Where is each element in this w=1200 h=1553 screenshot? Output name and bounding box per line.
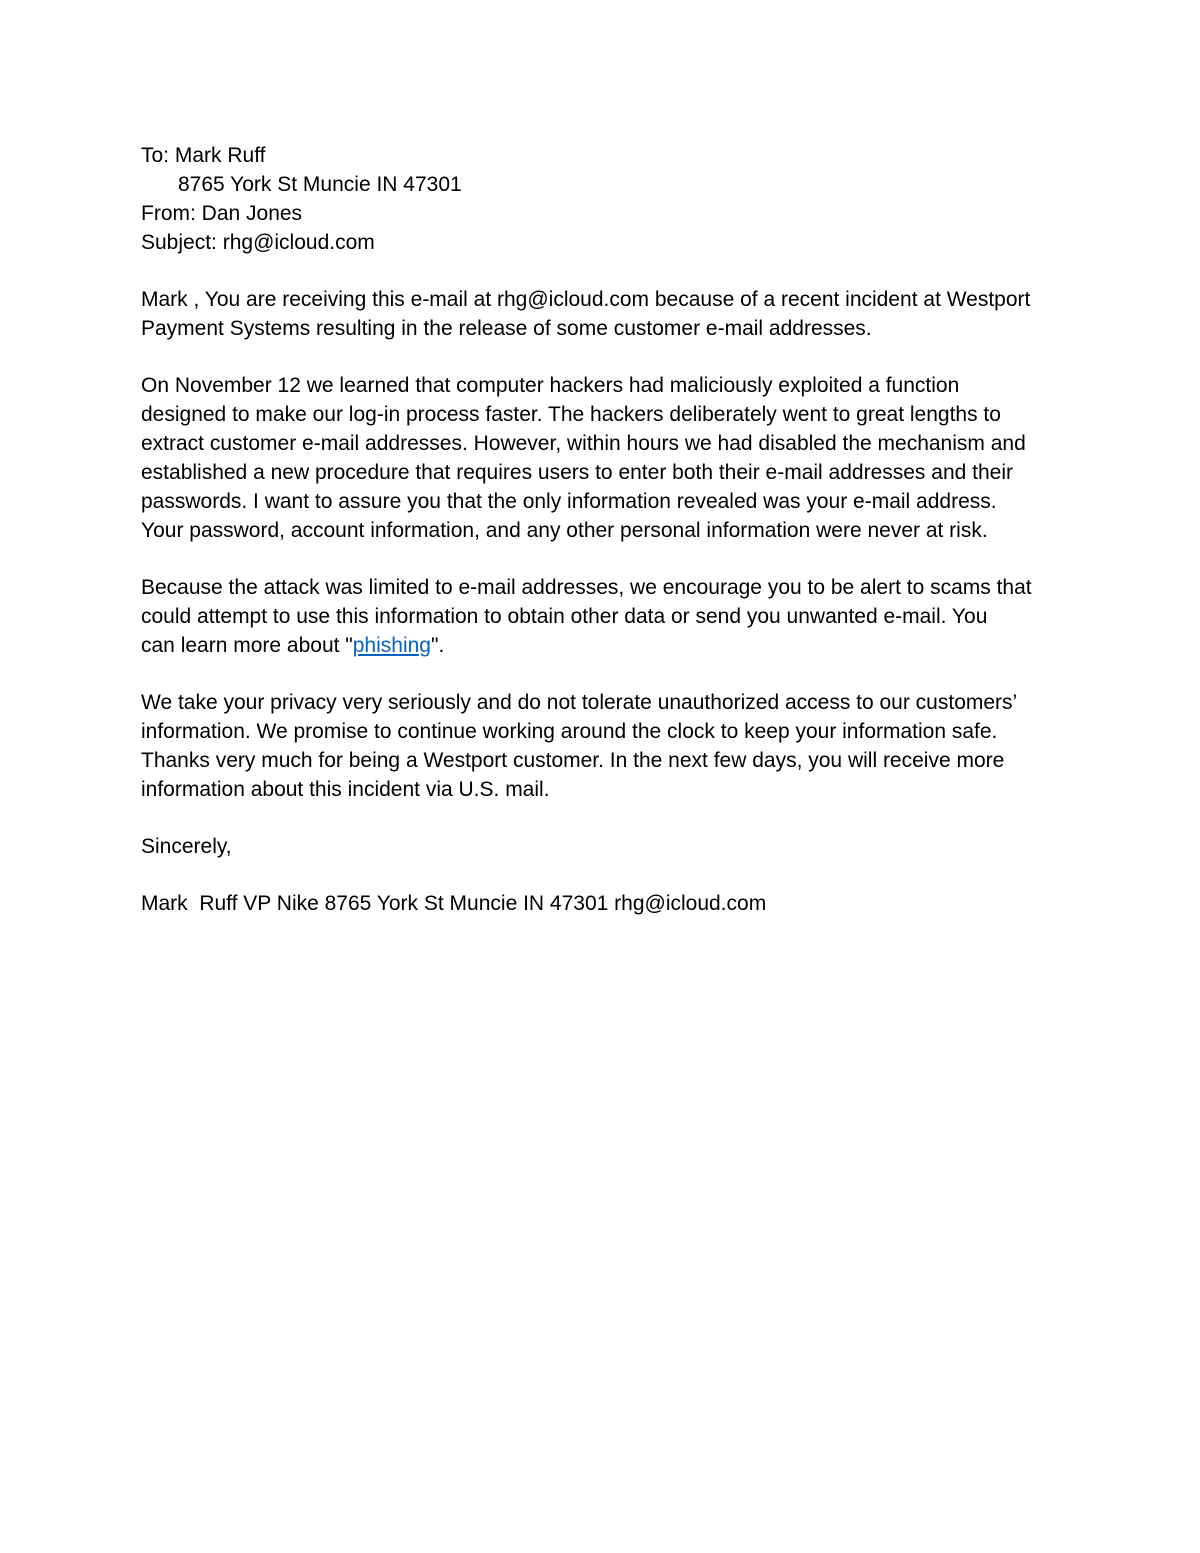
- paragraph-line: Because the attack was limited to e-mail addresses, we encourage you to be alert to scams that: [141, 576, 1032, 599]
- closing-block: [141, 832, 1071, 861]
- paragraph-line: information. We promise to continue working around the clock to keep your information safe.: [141, 720, 998, 743]
- subject-line: Subject: rhg@icloud.com: [141, 231, 375, 254]
- to-line: To: Mark Ruff: [141, 144, 266, 167]
- paragraph-alert: [141, 573, 1071, 660]
- phishing-link[interactable]: phishing: [352, 634, 431, 657]
- paragraph-incident: [141, 371, 1071, 545]
- paragraph-line: information about this incident via U.S. mail.: [141, 778, 550, 801]
- link-prefix: can learn more about ": [141, 634, 353, 657]
- paragraph-line: Mark , You are receiving this e-mail at rhg@icloud.com because of a recent incident at Westport: [141, 288, 1031, 311]
- closing-text: Sincerely,: [141, 835, 232, 858]
- paragraph-line: passwords. I want to assure you that the only information revealed was your e-mail address.: [141, 490, 997, 513]
- link-suffix: ".: [430, 634, 445, 657]
- paragraph-line-with-link: [141, 631, 1071, 660]
- paragraph-line: We take your privacy very seriously and do not tolerate unauthorized access to our customers’: [141, 691, 1018, 714]
- paragraph-line: On November 12 we learned that computer hackers had maliciously exploited a function: [141, 374, 960, 397]
- letter-header: [141, 141, 1071, 257]
- paragraph-line: could attempt to use this information to obtain other data or send you unwanted e-mail. You: [141, 605, 988, 628]
- from-line: From: Dan Jones: [141, 202, 303, 225]
- paragraph-privacy: [141, 688, 1071, 804]
- paragraph-line: designed to make our log-in process faster. The hackers deliberately went to great lengths to: [141, 403, 1001, 426]
- signature-text: Mark Ruff VP Nike 8765 York St Muncie IN 47301 rhg@icloud.com: [141, 892, 767, 915]
- paragraph-intro: [141, 285, 1071, 343]
- letter-body: [141, 141, 1071, 946]
- signature-block: [141, 889, 1071, 918]
- paragraph-line: Thanks very much for being a Westport customer. In the next few days, you will receive more: [141, 749, 1005, 772]
- paragraph-line: Your password, account information, and any other personal information were never at risk.: [141, 519, 988, 542]
- paragraph-line: extract customer e-mail addresses. However, within hours we had disabled the mechanism and: [141, 432, 1026, 455]
- recipient-address: 8765 York St Muncie IN 47301: [178, 173, 462, 196]
- paragraph-line: established a new procedure that requires users to enter both their e-mail addresses and their: [141, 461, 1013, 484]
- paragraph-line: Payment Systems resulting in the release of some customer e-mail addresses.: [141, 317, 872, 340]
